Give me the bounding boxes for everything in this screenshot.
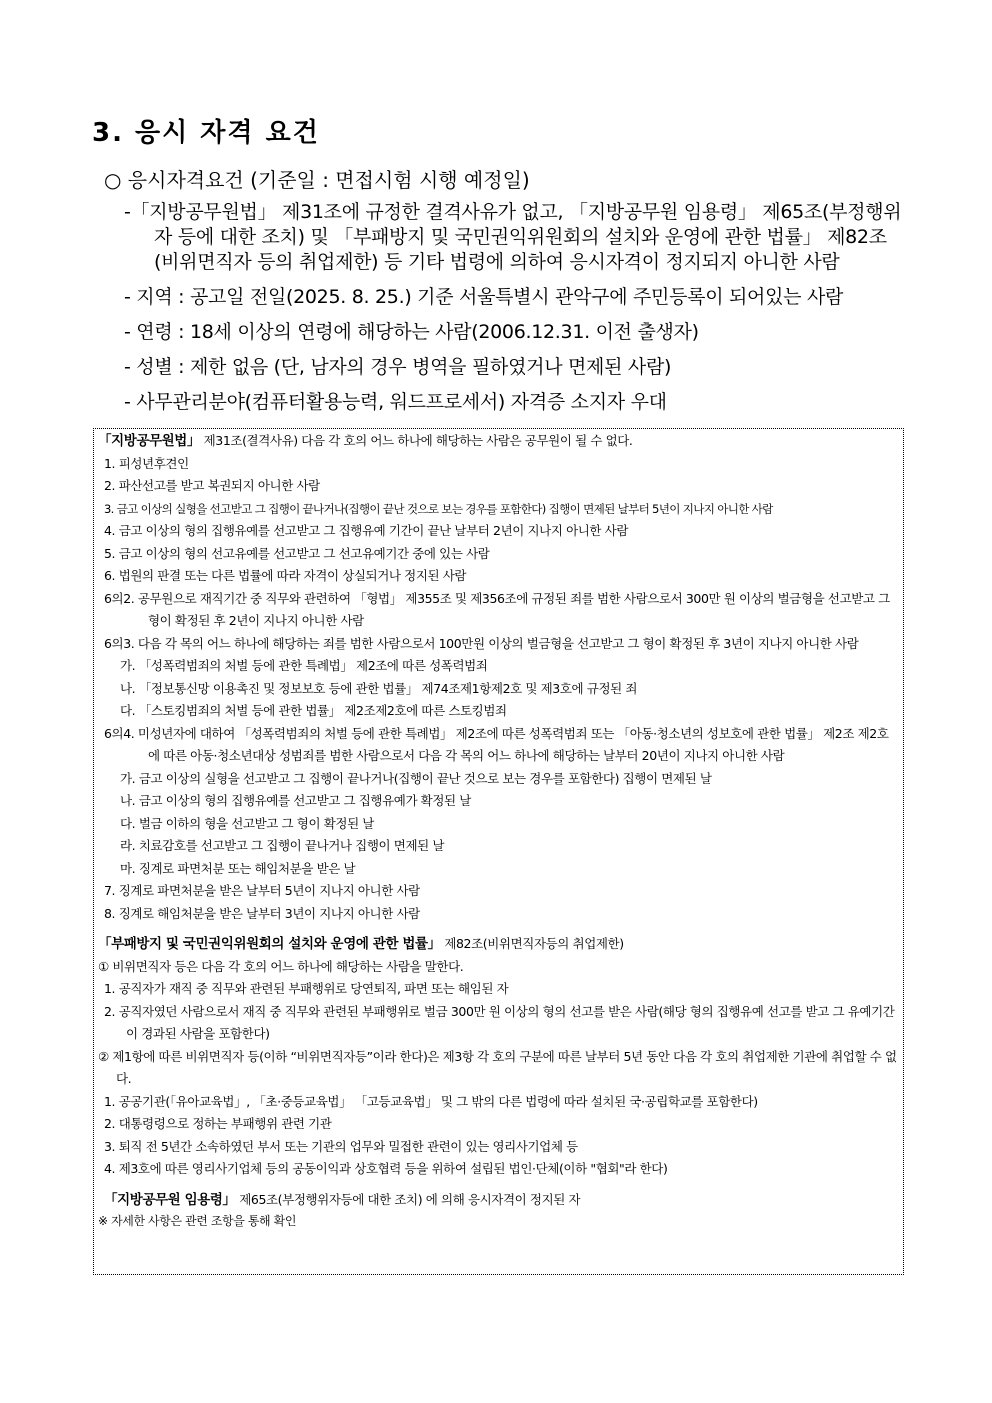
list-item: 3. 퇴직 전 5년간 소속하였던 부서 또는 기관의 업무와 밀접한 관련이 있는 영리사기업체 등 [104,1138,578,1154]
law3-title: 「지방공무원 임용령」 [104,1191,236,1208]
law1-heading [98,430,899,453]
sub-item: 다. 벌금 이하의 형을 선고받고 그 형이 확정된 날 [120,815,374,831]
list-item: 6. 법원의 판결 또는 다른 법률에 따라 자격이 상실되거나 정지된 사람 [104,568,467,583]
list-item: 4. 제3호에 따른 영리사기업체 등의 공동이익과 상호협력 등을 위하여 설립된 법인·단체(이하 "협회"라 한다) [104,1161,668,1176]
requirements-section [104,166,904,425]
list-item: 3. 금고 이상의 실형을 선고받고 그 집행이 끝나거나(집행이 끝난 것으로 보는 경우를 포함한다) 집행이 면제된 날부터 5년이 지나지 아니한 사람 [104,501,773,516]
law1-desc: 제31조(결격사유) 다음 각 호의 어느 하나에 해당하는 사람은 공무원이 될 수 없다. [200,433,633,448]
requirement-item: - 성별 : 제한 없음 (단, 남자의 경우 병역을 필하였거나 면제된 사람) [124,356,672,378]
list-item: 6의2. 공무원으로 재직기간 중 직무와 관련하여 「형법」 제355조 및 제356조에 규정된 죄를 범한 사람으로서 300만 원 이상의 벌금형을 선고받고 그 형이 확정된 후 2년이 지나지 아니한 사람 [104,590,890,628]
sub-item: 나. 「정보통신망 이용촉진 및 정보보호 등에 관한 법률」 제74조제1항제2호 및 제3호에 규정된 죄 [120,680,638,696]
legal-reference-box [93,428,904,1275]
sub-item: 가. 금고 이상의 실형을 선고받고 그 집행이 끝나거나(집행이 끝난 것으로 보는 경우를 포함한다) 집행이 면제된 날 [120,770,712,786]
list-item: 8. 징계로 해임처분을 받은 날부터 3년이 지나지 아니한 사람 [104,905,420,921]
law2-heading [98,933,899,956]
sub-item: 다. 「스토킹범죄의 처벌 등에 관한 법률」 제2조제2호에 따른 스토킹범죄 [120,703,507,718]
list-item: 2. 공직자였던 사람으로서 재직 중 직무와 관련된 부패행위로 벌금 300만 원 이상의 형의 선고를 받은 사람(해당 형의 집행유예 선고를 받고 그 유예기간이 경과된 사람을 포함한다) [104,1003,895,1041]
requirement-item: - 사무관리분야(컴퓨터활용능력, 워드프로세서) 자격증 소지자 우대 [124,391,667,413]
law2-title: 「부패방지 및 국민권익위원회의 설치와 운영에 관한 법률」 [98,936,441,952]
requirements-heading: ○ 응시자격요건 (기준일 : 면접시험 시행 예정일) [104,168,530,192]
sub-item: 마. 징계로 파면처분 또는 해임처분을 받은 날 [120,860,356,876]
sub-item: 라. 치료감호를 선고받고 그 집행이 끝나거나 집행이 면제된 날 [120,838,445,853]
list-item: 1. 공공기관(「유아교육법」, 「초·중등교육법」 「고등교육법」 및 그 밖의 다른 법령에 따라 설치된 국·공립학교를 포함한다) [104,1093,758,1109]
list-item: 2. 파산선고를 받고 복권되지 아니한 사람 [104,478,320,493]
sub-item: 가. 「성폭력범죄의 처벌 등에 관한 특례법」 제2조에 따른 성폭력범죄 [120,658,488,673]
law2-desc: 제82조(비위면직자등의 취업제한) [440,936,624,951]
list-item: 6의4. 미성년자에 대하여 「성폭력범죄의 처벌 등에 관한 특례법」 제2조에 따른 성폭력범죄 또는 「아동·청소년의 성보호에 관한 법률」 제2조 제2호에 따른 아동·청소년대상 성범죄를 범한 사람으로서 다음 각 목의 어느 하나에 해당하는 날부터 20년이 지나지 아니한 사람 [104,725,889,763]
requirement-item: - 지역 : 공고일 전일(2025. 8. 25.) 기준 서울특별시 관악구에 주민등록이 되어있는 사람 [124,286,844,308]
list-item: 6의3. 다음 각 목의 어느 하나에 해당하는 죄를 범한 사람으로서 100만원 이상의 벌금형을 선고받고 그 형이 확정된 후 3년이 지나지 아니한 사람 [104,635,859,651]
paragraph: ① 비위면직자 등은 다음 각 호의 어느 하나에 해당하는 사람을 말한다. [98,958,464,974]
list-item: 2. 대통령령으로 정하는 부패행위 관련 기관 [104,1116,332,1131]
list-item: 7. 징계로 파면처분을 받은 날부터 5년이 지나지 아니한 사람 [104,883,420,898]
list-item: 5. 금고 이상의 형의 선고유예를 선고받고 그 선고유예기간 중에 있는 사람 [104,545,490,561]
law3-heading [98,1189,899,1212]
requirement-item: - 연령 : 18세 이상의 연령에 해당하는 사람(2006.12.31. 이전 출생자) [124,321,699,343]
list-item: 1. 피성년후견인 [104,455,189,471]
law3-desc: 제65조(부정행위자등에 대한 조치) 에 의해 응시자격이 정지된 자 [235,1191,581,1207]
list-item: 4. 금고 이상의 형의 집행유예를 선고받고 그 집행유예 기간이 끝난 날부터 2년이 지나지 아니한 사람 [104,523,629,538]
list-item: 1. 공직자가 재직 중 직무와 관련된 부패행위로 당연퇴직, 파면 또는 해임된 자 [104,981,509,996]
requirement-item: -「지방공무원법」 제31조에 규정한 결격사유가 없고, 「지방공무원 임용령」 제65조(부정행위자 등에 대한 조치) 및 「부패방지 및 국민권익위원회의 설치와 운영에 관한 법률」 제82조(비위면직자 등의 취업제한) 등 기타 법령에 의하여 응시자격이 정지되지 아니한 사람 [124,201,902,273]
footnote: ※ 자세한 사항은 관련 조항을 통해 확인 [98,1214,297,1228]
section-title: 3. 응시 자격 요건 [92,118,320,148]
sub-item: 나. 금고 이상의 형의 집행유예를 선고받고 그 집행유예가 확정된 날 [120,793,471,808]
paragraph: ② 제1항에 따른 비위면직자 등(이하 “비위면직자등”이라 한다)은 제3항 각 호의 구분에 따른 날부터 5년 동안 다음 각 호의 취업제한 기관에 취업할 수 없다. [98,1048,897,1086]
law1-title: 「지방공무원법」 [98,433,201,449]
